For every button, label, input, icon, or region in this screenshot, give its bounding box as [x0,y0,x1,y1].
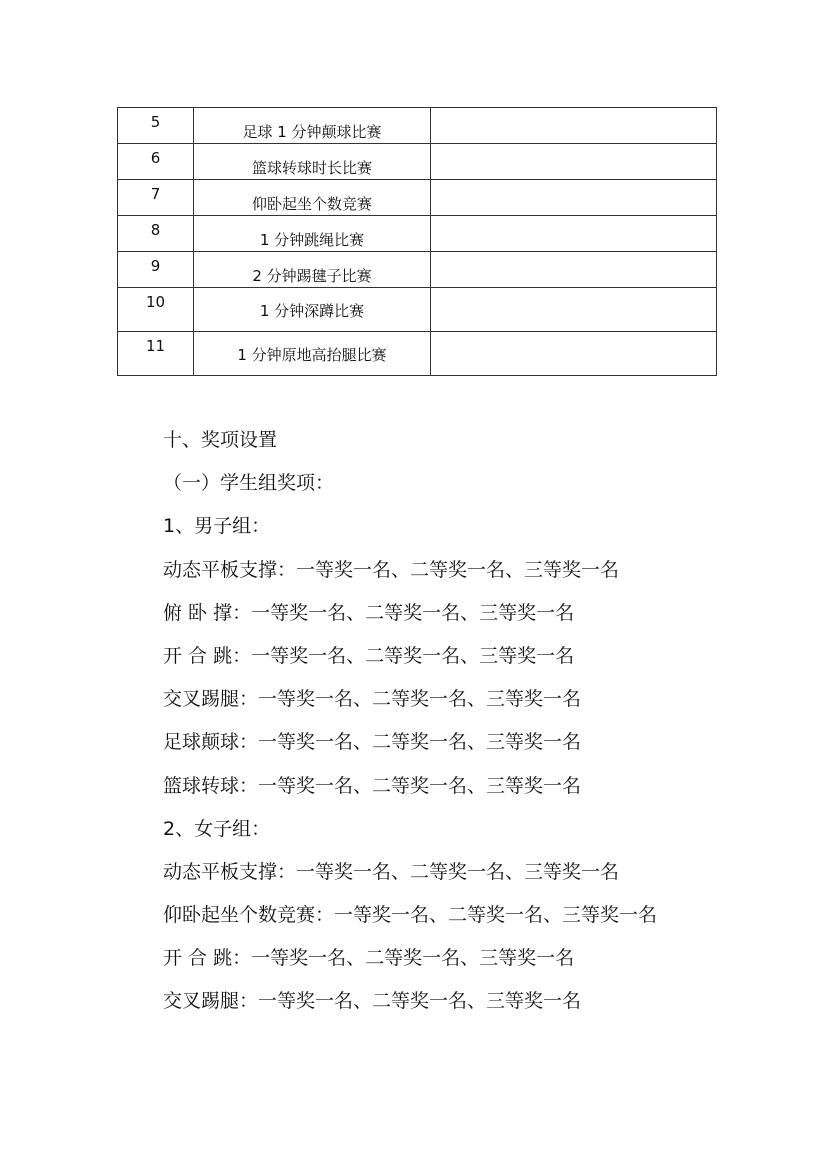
event-name-cell [194,144,431,180]
row-number-cell [118,180,194,216]
event-name-cell [194,332,431,376]
row-number: 9 [150,257,161,275]
event-name: 仰卧起坐个数竞赛 [251,195,372,213]
table-row [118,108,717,144]
award-line: 开 合 跳：一等奖一名、二等奖一名、三等奖一名 [163,947,575,970]
table-row [118,180,717,216]
event-name-cell [194,288,431,332]
event-name-cell [194,180,431,216]
note-cell [431,144,717,180]
event-name: 1 分钟跳绳比赛 [259,231,365,249]
award-line: 动态平板支撑：一等奖一名、二等奖一名、三等奖一名 [163,558,620,581]
award-line: 足球颠球：一等奖一名、二等奖一名、三等奖一名 [163,731,582,754]
event-name-cell [194,216,431,252]
event-name-cell [194,252,431,288]
event-name: 2 分钟踢毽子比赛 [252,267,372,285]
award-line: 篮球转球：一等奖一名、二等奖一名、三等奖一名 [163,774,582,797]
award-line: 动态平板支撑：一等奖一名、二等奖一名、三等奖一名 [163,860,620,883]
table-row [118,216,717,252]
note-cell [431,288,717,332]
event-name: 足球 1 分钟颠球比赛 [242,123,382,141]
note-cell [431,108,717,144]
row-number: 8 [150,221,161,239]
award-line: 交叉踢腿：一等奖一名、二等奖一名、三等奖一名 [163,688,582,711]
note-cell [431,216,717,252]
award-line: 仰卧起坐个数竞赛：一等奖一名、二等奖一名、三等奖一名 [163,904,658,927]
row-number: 6 [150,149,161,167]
row-number-cell [118,216,194,252]
note-cell [431,252,717,288]
row-number-cell [118,108,194,144]
boys-group-label: 1、男子组： [163,515,271,538]
row-number: 10 [145,293,166,311]
note-cell [431,180,717,216]
row-number-cell [118,144,194,180]
row-number: 11 [145,337,166,355]
events-table [117,107,717,376]
row-number: 5 [150,113,161,131]
note-cell [431,332,717,376]
row-number-cell [118,332,194,376]
event-name-cell [194,108,431,144]
girls-group-label: 2、女子组： [163,817,271,840]
row-number-cell [118,252,194,288]
row-number: 7 [150,185,161,203]
table-row [118,144,717,180]
event-name: 1 分钟原地高抬腿比赛 [237,346,387,364]
table-row [118,252,717,288]
award-line: 俯 卧 撑：一等奖一名、二等奖一名、三等奖一名 [163,601,575,624]
event-name: 篮球转球时长比赛 [251,159,372,177]
table-row [118,288,717,332]
row-number-cell [118,288,194,332]
section-heading: 十、奖项设置 [163,429,278,451]
award-line: 交叉踢腿：一等奖一名、二等奖一名、三等奖一名 [163,990,582,1013]
event-name: 1 分钟深蹲比赛 [259,302,365,320]
table-row [118,332,717,376]
awards-section [163,426,763,1031]
award-line: 开 合 跳：一等奖一名、二等奖一名、三等奖一名 [163,644,575,667]
student-awards-subheading: （一）学生组奖项： [163,472,335,495]
